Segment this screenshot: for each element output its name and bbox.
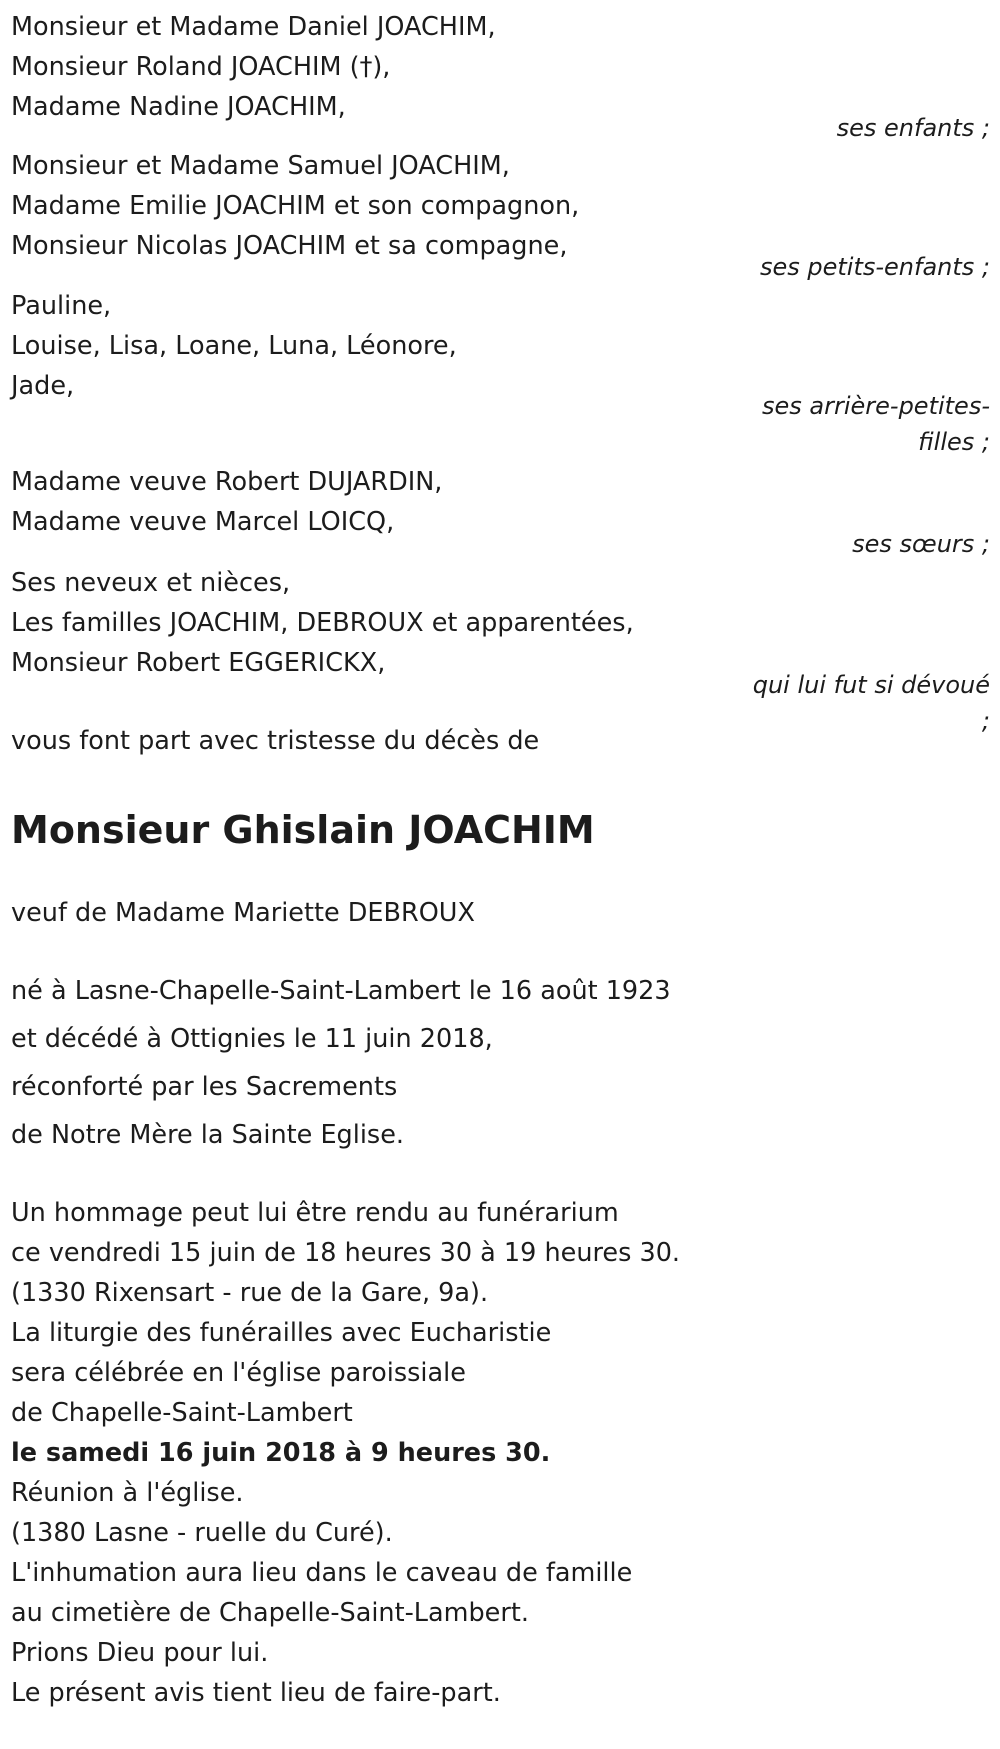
funeral-date-line: le samedi 16 juin 2018 à 9 heures 30. bbox=[11, 1438, 551, 1468]
funeral-line: L'inhumation aura lieu dans le caveau de famille bbox=[11, 1558, 633, 1588]
family-line: Madame veuve Robert DUJARDIN, bbox=[11, 467, 443, 497]
family-line: Louise, Lisa, Loane, Luna, Léonore, bbox=[11, 331, 457, 361]
family-group-sisters bbox=[11, 462, 986, 542]
announcement-text: vous font part avec tristesse du décès de bbox=[11, 726, 540, 756]
funeral-line: sera célébrée en l'église paroissiale bbox=[11, 1358, 466, 1388]
relation-label-children: ses enfants ; bbox=[836, 114, 990, 142]
family-group-children bbox=[11, 7, 986, 127]
funeral-line: ce vendredi 15 juin de 18 heures 30 à 19 heures 30. bbox=[11, 1238, 681, 1268]
family-line: Monsieur Roland JOACHIM (†), bbox=[11, 52, 391, 82]
family-line: Monsieur et Madame Samuel JOACHIM, bbox=[11, 151, 510, 181]
relation-label-sisters: ses sœurs ; bbox=[852, 530, 990, 558]
family-line: Monsieur Nicolas JOACHIM et sa compagne, bbox=[11, 231, 568, 261]
funeral-line: Réunion à l'église. bbox=[11, 1478, 244, 1508]
family-line: Madame Nadine JOACHIM, bbox=[11, 92, 346, 122]
funeral-line: (1330 Rixensart - rue de la Gare, 9a). bbox=[11, 1278, 489, 1308]
spouse-text: veuf de Madame Mariette DEBROUX bbox=[11, 898, 475, 928]
info-line: réconforté par les Sacrements bbox=[11, 1072, 398, 1102]
family-group-relatives bbox=[11, 563, 986, 683]
funeral-line: Le présent avis tient lieu de faire-part. bbox=[11, 1678, 501, 1708]
funeral-line: La liturgie des funérailles avec Eucharistie bbox=[11, 1318, 552, 1348]
family-line: Les familles JOACHIM, DEBROUX et apparentées, bbox=[11, 608, 634, 638]
family-group-grandchildren bbox=[11, 146, 986, 266]
family-line: Monsieur et Madame Daniel JOACHIM, bbox=[11, 12, 496, 42]
relation-label-great-grandchildren: ses arrière-petites- filles ; bbox=[762, 392, 990, 456]
family-line: Madame veuve Marcel LOICQ, bbox=[11, 507, 395, 537]
funeral-line: (1380 Lasne - ruelle du Curé). bbox=[11, 1518, 393, 1548]
funeral-line: au cimetière de Chapelle-Saint-Lambert. bbox=[11, 1598, 529, 1628]
family-line: Madame Emilie JOACHIM et son compagnon, bbox=[11, 191, 580, 221]
family-line: Jade, bbox=[11, 371, 75, 401]
family-line: Pauline, bbox=[11, 291, 112, 321]
relation-label-grandchildren: ses petits-enfants ; bbox=[759, 253, 990, 281]
funeral-line: Prions Dieu pour lui. bbox=[11, 1638, 269, 1668]
relation-label-devoted: qui lui fut si dévoué ; bbox=[752, 671, 990, 735]
funeral-details bbox=[11, 1193, 986, 1713]
announcement bbox=[11, 721, 986, 761]
deceased-name: Monsieur Ghislain JOACHIM bbox=[11, 808, 595, 852]
spouse-info bbox=[11, 893, 986, 933]
info-line: de Notre Mère la Sainte Eglise. bbox=[11, 1120, 404, 1150]
family-line: Monsieur Robert EGGERICKX, bbox=[11, 648, 386, 678]
funeral-line: Un hommage peut lui être rendu au funérarium bbox=[11, 1198, 619, 1228]
funeral-line: de Chapelle-Saint-Lambert bbox=[11, 1398, 353, 1428]
info-line: né à Lasne-Chapelle-Saint-Lambert le 16 août 1923 bbox=[11, 976, 671, 1006]
birth-death-info bbox=[11, 967, 986, 1159]
family-line: Ses neveux et nièces, bbox=[11, 568, 291, 598]
info-line: et décédé à Ottignies le 11 juin 2018, bbox=[11, 1024, 493, 1054]
